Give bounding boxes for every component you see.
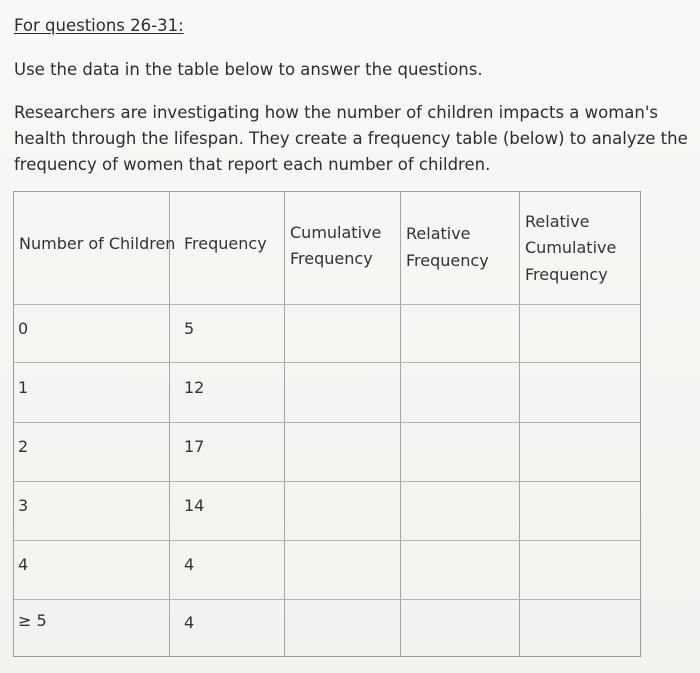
context-paragraph: Researchers are investigating how the number of children impacts a woman's health through the lifespan. They create a frequency table (below) to analyze the frequency of women that report each number of children. — [14, 103, 688, 174]
cell-children: 0 — [18, 319, 29, 338]
cell-children: ≥ 5 — [18, 611, 47, 630]
cell-frequency: 17 — [184, 437, 205, 456]
cell-frequency: 4 — [184, 555, 195, 574]
cell-frequency: 14 — [184, 496, 205, 515]
header-relative-cumulative-frequency-line1: Relative — [525, 212, 590, 231]
cell-children: 4 — [18, 555, 29, 574]
frequency-table — [13, 191, 641, 657]
cell-frequency: 12 — [184, 378, 205, 397]
cell-children: 1 — [18, 378, 29, 397]
header-relative-frequency-line2: Frequency — [406, 251, 489, 270]
cell-frequency: 5 — [184, 319, 195, 338]
header-cumulative-frequency-line2: Frequency — [290, 249, 373, 268]
header-relative-frequency-line1: Relative — [406, 224, 471, 243]
column-divider — [400, 192, 401, 656]
row-divider — [14, 422, 640, 423]
column-divider — [284, 192, 285, 656]
header-number-of-children: Number of Children — [19, 234, 176, 253]
row-divider — [14, 481, 640, 482]
cell-children: 3 — [18, 496, 29, 515]
row-divider — [14, 362, 640, 363]
questions-heading: For questions 26-31: — [14, 16, 184, 35]
header-frequency: Frequency — [184, 234, 267, 253]
header-cumulative-frequency-line1: Cumulative — [290, 223, 382, 242]
cell-frequency: 4 — [184, 613, 195, 632]
column-divider — [519, 192, 520, 656]
header-relative-cumulative-frequency-line3: Frequency — [525, 265, 608, 284]
instruction-text: Use the data in the table below to answer the questions. — [14, 60, 483, 79]
header-relative-cumulative-frequency-line2: Cumulative — [525, 238, 617, 257]
row-divider — [14, 540, 640, 541]
row-divider — [14, 304, 640, 305]
cell-children: 2 — [18, 437, 29, 456]
column-divider — [169, 192, 170, 656]
row-divider — [14, 599, 640, 600]
